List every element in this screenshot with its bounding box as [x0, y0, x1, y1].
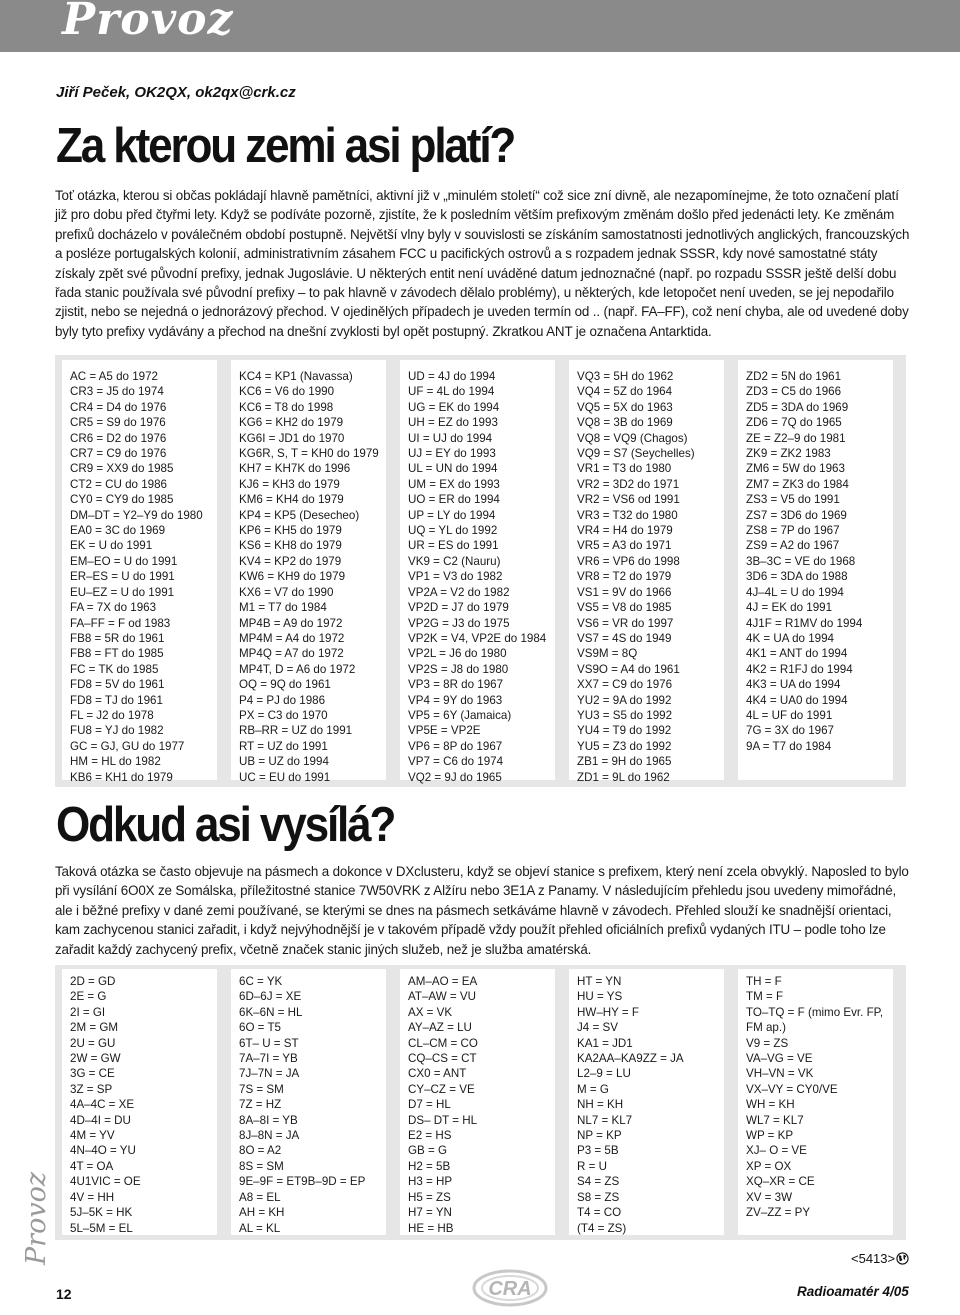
prefix-country-table — [55, 965, 906, 1240]
table-cell: AM–AO = EA — [408, 975, 478, 988]
table-cell: KG6 = KH2 do 1979 — [239, 416, 344, 430]
table-cell: VH–VN = VK — [746, 1067, 814, 1081]
table-cell: 3B–3C = VE do 1968 — [746, 554, 856, 568]
table-cell: GC = GJ, GU do 1977 — [70, 739, 185, 753]
table-cell: ZB1 = 9H do 1965 — [577, 755, 672, 769]
table-cell: NP = KP — [577, 1129, 622, 1143]
table-cell: UR = ES do 1991 — [408, 539, 499, 553]
globe-icon — [896, 1252, 909, 1265]
table-cell: HW–HY = F — [577, 1005, 639, 1019]
table-cell: KB6 = KH1 do 1979 — [70, 770, 173, 784]
table-cell: ZV–ZZ = PY — [746, 1206, 811, 1220]
table-column — [738, 360, 893, 780]
table-cell: VP5E = VP2E — [408, 724, 481, 738]
table-cell: FB8 = 5R do 1961 — [70, 631, 165, 645]
table-cell: YU2 = 9A do 1992 — [577, 693, 672, 707]
table-cell: 4J1F = R1MV do 1994 — [746, 616, 863, 630]
table-cell: CY0 = CY9 do 1985 — [70, 493, 174, 507]
table-cell: AL = KL — [239, 1221, 281, 1235]
table-column — [400, 969, 555, 1235]
table-cell: XV = 3W — [746, 1190, 793, 1204]
table-cell: 3Z = SP — [70, 1082, 113, 1096]
table-cell: 2D = GD — [70, 975, 116, 988]
table-cell: 4K = UA do 1994 — [746, 631, 834, 645]
table-cell: 4K1 = ANT do 1994 — [746, 647, 848, 661]
table-cell: OQ = 9Q do 1961 — [239, 678, 331, 692]
table-cell: CR6 = D2 do 1976 — [70, 431, 167, 445]
table-cell: KS6 = KH8 do 1979 — [239, 539, 342, 553]
table-cell: 9E–9F = ET9B–9D = EP — [239, 1175, 366, 1189]
table-cell: VR2 = 3D2 do 1971 — [577, 477, 680, 491]
table-cell: FA–FF = F od 1983 — [70, 616, 171, 630]
table-cell: 5J–5K = HK — [70, 1206, 133, 1220]
table-cell: (T4 = ZS) — [577, 1221, 627, 1235]
table-cell: 4K3 = UA do 1994 — [746, 678, 841, 692]
table-cell: HT = YN — [577, 975, 622, 988]
table-cell: VP2L = J6 do 1980 — [408, 647, 507, 661]
table-cell: UH = EZ do 1993 — [408, 416, 498, 430]
reference-code-text: <5413> — [851, 1251, 896, 1266]
table-cell: UG = EK do 1994 — [408, 400, 500, 414]
table-cell: VQ2 = 9J do 1965 — [408, 770, 502, 784]
table-cell: P4 = PJ do 1986 — [239, 693, 326, 707]
table-cell: 4K2 = R1FJ do 1994 — [746, 662, 853, 676]
table-cell: UO = ER do 1994 — [408, 493, 500, 507]
table-cell: UJ = EY do 1993 — [408, 447, 496, 461]
table-cell: VR1 = T3 do 1980 — [577, 462, 672, 476]
table-cell: UD = 4J do 1994 — [408, 370, 496, 383]
table-cell: VS7 = 4S do 1949 — [577, 631, 672, 645]
table-cell: VS5 = V8 do 1985 — [577, 601, 672, 615]
table-cell: 3D6 = 3DA do 1988 — [746, 570, 848, 584]
table-cell: 4J = EK do 1991 — [746, 601, 833, 615]
table-cell: H7 = YN — [408, 1206, 452, 1220]
table-cell: D7 = HL — [408, 1098, 451, 1112]
article-intro-1: Toť otázka, kterou si občas pokládají hlavně pamětníci, aktivní již v „minulém století“ což sice zní divně, ale nezapomínejme, že toto označení platí již pro dobu před čtyřmi lety. Když se podíváte pozorně, zjistíte, že k posledním větším prefixovým změnám došlo před jedenácti lety. Ke změnám prefixů docházelo v poválečném období postupně. Největší vlny byly v souvislosti se získáním samostatnosti jednotlivých anglických, francouzských a posléze portugalských kolonií, administrativním zásahem FCC u pacifických ostrovů a s rozpadem jednak SSSR, kdy nové samostatné státy získaly zpět své původní prefixy, jednak Jugoslávie. U některých entit není uváděné datum jednoznačné (např. po rozpadu SSSR ještě delší dobu řada stanic používala své původní prefixy – to pak hlavně v závodech dělalo problémy), u některých, kde letopočet není uveden, se jej nepodařilo zjistit, nebo se nejedná o jednorázový přechod. V ojedinělých případech je uveden termín od .. (např. FA–FF), což není chyba, ale od uvedené doby byly tyto prefixy vydávány a přechod na dnešní zvyklosti byl opět postupný. Zkratkou ANT je označena Antarktida. — [55, 188, 910, 339]
table-cell: MP4T, D = A6 do 1972 — [239, 662, 356, 676]
table-cell: ER–ES = U do 1991 — [70, 570, 175, 584]
table-cell: CR7 = C9 do 1976 — [70, 447, 167, 461]
table-column — [231, 360, 386, 784]
table-cell: 6T– U = ST — [239, 1036, 299, 1050]
table-cell: NH = KH — [577, 1098, 624, 1112]
table-cell: KV4 = KP2 do 1979 — [239, 554, 342, 568]
table-cell: KC4 = KP1 (Navassa) — [239, 370, 353, 383]
table-cell: VP2K = V4, VP2E do 1984 — [408, 631, 547, 645]
table-cell: 7A–7I = YB — [239, 1052, 298, 1066]
table-cell: CR4 = D4 do 1976 — [70, 400, 167, 414]
table-cell: RB–RR = UZ do 1991 — [239, 724, 353, 738]
table-cell: M = G — [577, 1082, 609, 1096]
table-cell: KX6 = V7 do 1990 — [239, 585, 334, 599]
table-cell: VQ9 = S7 (Seychelles) — [577, 447, 695, 461]
table-cell: VA–VG = VE — [746, 1052, 813, 1066]
table-cell: MP4B = A9 do 1972 — [239, 616, 343, 630]
table-cell: FD8 = 5V do 1961 — [70, 678, 165, 692]
table-cell: FB8 = FT do 1985 — [70, 647, 164, 661]
table-cell: TH = F — [746, 975, 782, 988]
table-cell: CL–CM = CO — [408, 1036, 478, 1050]
table-cell: 4D–4I = DU — [70, 1113, 131, 1127]
table-cell: VQ8 = 3B do 1969 — [577, 416, 673, 430]
table-cell: CR5 = S9 do 1976 — [70, 416, 166, 430]
table-cell: KH7 = KH7K do 1996 — [239, 462, 351, 476]
magazine-issue: Radioamatér 4/05 — [797, 1284, 909, 1299]
table-cell: NL7 = KL7 — [577, 1113, 633, 1127]
article-intro-2: Taková otázka se často objevuje na pásmech a dokonce v DXclusteru, když se objeví stanice s prefixem, který není zcela obvyklý. Naposled to bylo při vysílání 6O0X ze Somálska, příležitostné stanice 7W50VRK z Alžíru nebo 3E1A z Panamy. V následujícím přehledu jsou uvedeny mimořádné, ale i běžné prefixy v dané zemi používané, se kterými se dnes na pásmech setkáváme hlavně v závodech. Přehled slouží ke snadnější orientaci, kam zachycenou stanici zařadit, i když nejvýhodnější je v takovém případě vždy použít přehled oficiálních prefixů vydaných ITU – podle toho lze zařadit každý zachycený prefix, včetně značek stanic jiných služeb, než je služba amatérská. — [55, 864, 909, 957]
table-cell: VX–VY = CY0/VE — [746, 1082, 838, 1096]
table-cell: 7J–7N = JA — [239, 1067, 300, 1081]
table-cell: UP = LY do 1994 — [408, 508, 496, 522]
table-cell: VQ8 = VQ9 (Chagos) — [577, 431, 688, 445]
table-cell: AY–AZ = LU — [408, 1021, 472, 1035]
table-cell: CY–CZ = VE — [408, 1082, 475, 1096]
table-cell: ZD6 = 7Q do 1965 — [746, 416, 842, 430]
table-cell: P3 = 5B — [577, 1144, 619, 1158]
table-cell: R = U — [577, 1159, 607, 1173]
table-cell: J4 = SV — [577, 1021, 618, 1035]
table-cell: 2U = GU — [70, 1036, 116, 1050]
table-cell: H5 = ZS — [408, 1190, 451, 1204]
table-cell: 7S = SM — [239, 1082, 284, 1096]
table-cell: XX7 = C9 do 1976 — [577, 678, 673, 692]
svg-text:CRA: CRA — [488, 1278, 532, 1300]
table-cell: 8A–8I = YB — [239, 1113, 298, 1127]
table-cell: 7G = 3X do 1967 — [746, 724, 834, 738]
table-cell: KW6 = KH9 do 1979 — [239, 570, 346, 584]
table-cell: 2I = GI — [70, 1005, 106, 1019]
table-column — [569, 360, 724, 784]
table-cell: CR9 = XX9 do 1985 — [70, 462, 174, 476]
table-cell: UM = EX do 1993 — [408, 477, 500, 491]
table-cell: VP6 = 8P do 1967 — [408, 739, 503, 753]
table-cell: 4V = HH — [70, 1190, 115, 1204]
table-cell: KJ6 = KH3 do 1979 — [239, 477, 340, 491]
table-cell: A8 = EL — [239, 1190, 281, 1204]
table-cell: 8J–8N = JA — [239, 1129, 300, 1143]
table-cell: UI = UJ do 1994 — [408, 431, 493, 445]
table-column — [400, 360, 555, 784]
table-cell: M1 = T7 do 1984 — [239, 601, 327, 615]
table-cell: H3 = HP — [408, 1175, 453, 1189]
table-cell: HU = YS — [577, 990, 623, 1004]
table-cell: VP2S = J8 do 1980 — [408, 662, 509, 676]
table-cell: ZM7 = ZK3 do 1984 — [746, 477, 849, 491]
table-cell: MP4M = A4 do 1972 — [239, 631, 345, 645]
table-cell: KA1 = JD1 — [577, 1036, 633, 1050]
table-cell: VR3 = T32 do 1980 — [577, 508, 678, 522]
table-column — [62, 360, 217, 784]
table-cell: FD8 = TJ do 1961 — [70, 693, 163, 707]
table-cell: KP6 = KH5 do 1979 — [239, 524, 342, 538]
side-section-label: Provoz — [21, 1171, 52, 1265]
table-cell: VP2D = J7 do 1979 — [408, 601, 509, 615]
table-cell: AX = VK — [408, 1005, 453, 1019]
table-cell: YU4 = T9 do 1992 — [577, 724, 672, 738]
table-cell: 4L = UF do 1991 — [746, 708, 833, 722]
table-cell: GB = G — [408, 1144, 447, 1158]
table-cell: S4 = ZS — [577, 1175, 620, 1189]
table-cell: ZD2 = 5N do 1961 — [746, 370, 842, 383]
table-column — [738, 969, 893, 1235]
table-cell: VS6 = VR do 1997 — [577, 616, 674, 630]
section-banner — [0, 0, 960, 52]
table-cell: 6O = T5 — [239, 1021, 281, 1035]
reference-code — [851, 1251, 909, 1266]
table-cell: 6C = YK — [239, 975, 283, 988]
table-column — [569, 969, 724, 1235]
table-cell: VR6 = VP6 do 1998 — [577, 554, 680, 568]
table-cell: VR5 = A3 do 1971 — [577, 539, 672, 553]
prefix-change-table — [55, 355, 906, 787]
table-cell: VP4 = 9Y do 1963 — [408, 693, 503, 707]
table-cell: AT–AW = VU — [408, 990, 476, 1004]
table-cell: VP7 = C6 do 1974 — [408, 755, 504, 769]
table-cell: FL = J2 do 1978 — [70, 708, 154, 722]
table-column — [62, 969, 217, 1235]
table-cell: VQ4 = 5Z do 1964 — [577, 385, 673, 399]
table-cell: KG6I = JD1 do 1970 — [239, 431, 345, 445]
table-cell: E2 = HS — [408, 1129, 452, 1143]
table-cell: VR4 = H4 do 1979 — [577, 524, 673, 538]
table-cell: ZS7 = 3D6 do 1969 — [746, 508, 847, 522]
table-cell: PX = C3 do 1970 — [239, 708, 328, 722]
table-cell: 4K4 = UA0 do 1994 — [746, 693, 848, 707]
table-cell: 4J–4L = U do 1994 — [746, 585, 844, 599]
table-cell: T4 = CO — [577, 1206, 622, 1220]
table-cell: 2E = G — [70, 990, 107, 1004]
table-cell: 4N–4O = YU — [70, 1144, 136, 1158]
table-cell: VR8 = T2 do 1979 — [577, 570, 672, 584]
table-cell: CX0 = ANT — [408, 1067, 467, 1081]
table-cell: KP4 = KP5 (Desecheo) — [239, 508, 360, 522]
table-cell: XJ– O = VE — [746, 1144, 807, 1158]
table-cell: UQ = YL do 1992 — [408, 524, 498, 538]
table-cell: EM–EO = U do 1991 — [70, 554, 178, 568]
table-cell: 5L–5M = EL — [70, 1221, 133, 1235]
section-title: Provoz — [62, 0, 234, 45]
table-cell: KG6R, S, T = KH0 do 1979 — [239, 447, 379, 461]
table-cell: 8O = A2 — [239, 1144, 282, 1158]
table-cell: VS9M = 8Q — [577, 647, 638, 661]
table-cell: HM = HL do 1982 — [70, 755, 161, 769]
table-cell: RT = UZ do 1991 — [239, 739, 328, 753]
table-cell: 6K–6N = HL — [239, 1005, 303, 1019]
table-cell: 2M = GM — [70, 1021, 118, 1035]
table-cell: L2–9 = LU — [577, 1067, 631, 1081]
table-cell: 6D–6J = XE — [239, 990, 302, 1004]
table-cell: KA2AA–KA9ZZ = JA — [577, 1052, 684, 1066]
table-cell: ZD3 = C5 do 1966 — [746, 385, 842, 399]
table-cell: FA = 7X do 1963 — [70, 601, 157, 615]
table-cell: VQ3 = 5H do 1962 — [577, 370, 674, 383]
article-title-2: Odkud asi vysílá? — [56, 798, 395, 852]
page-number: 12 — [56, 1286, 72, 1302]
table-cell: 8S = SM — [239, 1159, 284, 1173]
table-cell: V9 = ZS — [746, 1036, 789, 1050]
table-cell: VP2A = V2 do 1982 — [408, 585, 510, 599]
table-cell: XP = OX — [746, 1159, 792, 1173]
table-cell: 4U1VIC = OE — [70, 1175, 141, 1189]
table-cell: YU5 = Z3 do 1992 — [577, 739, 672, 753]
table-cell: 9A = T7 do 1984 — [746, 739, 832, 753]
table-cell: 4M = YV — [70, 1129, 115, 1143]
table-cell: VP5 = 6Y (Jamaica) — [408, 708, 512, 722]
table-cell: 2W = GW — [70, 1052, 121, 1066]
table-cell: UC = EU do 1991 — [239, 770, 331, 784]
table-cell: WL7 = KL7 — [746, 1113, 804, 1127]
table-cell: VQ5 = 5X do 1963 — [577, 400, 673, 414]
table-cell: XQ–XR = CE — [746, 1175, 815, 1189]
table-cell: WP = KP — [746, 1129, 794, 1143]
table-cell: 4A–4C = XE — [70, 1098, 135, 1112]
table-cell: VP3 = 8R do 1967 — [408, 678, 504, 692]
table-cell: CQ–CS = CT — [408, 1052, 477, 1066]
table-cell: VR2 = VS6 od 1991 — [577, 493, 680, 507]
table-cell: AC = A5 do 1972 — [70, 370, 158, 383]
table-cell: KC6 = T8 do 1998 — [239, 400, 334, 414]
table-cell: EA0 = 3C do 1969 — [70, 524, 166, 538]
table-cell: ZS9 = A2 do 1967 — [746, 539, 840, 553]
table-cell: HE = HB — [408, 1221, 454, 1235]
table-cell: S8 = ZS — [577, 1190, 620, 1204]
table-cell: VK9 = C2 (Nauru) — [408, 554, 501, 568]
table-cell: ZS8 = 7P do 1967 — [746, 524, 840, 538]
table-cell: VP1 = V3 do 1982 — [408, 570, 503, 584]
table-cell: ZM6 = 5W do 1963 — [746, 462, 845, 476]
table-cell: UL = UN do 1994 — [408, 462, 498, 476]
table-cell: FC = TK do 1985 — [70, 662, 159, 676]
table-cell: EK = U do 1991 — [70, 539, 153, 553]
table-cell: ZS3 = V5 do 1991 — [746, 493, 840, 507]
table-cell: ZE = Z2–9 do 1981 — [746, 431, 846, 445]
table-cell: 3G = CE — [70, 1067, 115, 1081]
table-cell: KC6 = V6 do 1990 — [239, 385, 335, 399]
table-cell: 4T = OA — [70, 1159, 114, 1173]
table-cell: VS9O = A4 do 1961 — [577, 662, 680, 676]
table-cell: CT2 = CU do 1986 — [70, 477, 167, 491]
table-cell: DM–DT = Y2–Y9 do 1980 — [70, 508, 203, 522]
table-cell: YU3 = S5 do 1992 — [577, 708, 673, 722]
table-cell: ZD5 = 3DA do 1969 — [746, 400, 849, 414]
table-cell: WH = KH — [746, 1098, 795, 1112]
crk-logo-icon — [470, 1268, 550, 1308]
table-cell: 7Z = HZ — [239, 1098, 282, 1112]
table-cell: TM = F — [746, 990, 784, 1004]
table-cell: EU–EZ = U do 1991 — [70, 585, 175, 599]
table-cell: FU8 = YJ do 1982 — [70, 724, 164, 738]
table-cell: TO–TQ = F (mimo Evr. FP, FM ap.) — [746, 1005, 884, 1035]
table-cell: CR3 = J5 do 1974 — [70, 385, 164, 399]
author-byline: Jiří Peček, OK2QX, ok2qx@crk.cz — [56, 84, 296, 101]
table-cell: ZK9 = ZK2 1983 — [746, 447, 831, 461]
table-cell: UF = 4L do 1994 — [408, 385, 495, 399]
table-cell: DS– DT = HL — [408, 1113, 478, 1127]
table-cell: MP4Q = A7 do 1972 — [239, 647, 344, 661]
table-cell: H2 = 5B — [408, 1159, 451, 1173]
table-cell: AH = KH — [239, 1206, 285, 1220]
table-column — [231, 969, 386, 1235]
table-cell: ZD1 = 9L do 1962 — [577, 770, 670, 784]
table-cell: VP2G = J3 do 1975 — [408, 616, 510, 630]
table-cell: UB = UZ do 1994 — [239, 755, 329, 769]
table-cell: KM6 = KH4 do 1979 — [239, 493, 344, 507]
table-cell: VS1 = 9V do 1966 — [577, 585, 672, 599]
article-title-1: Za kterou zemi asi platí? — [56, 119, 515, 173]
